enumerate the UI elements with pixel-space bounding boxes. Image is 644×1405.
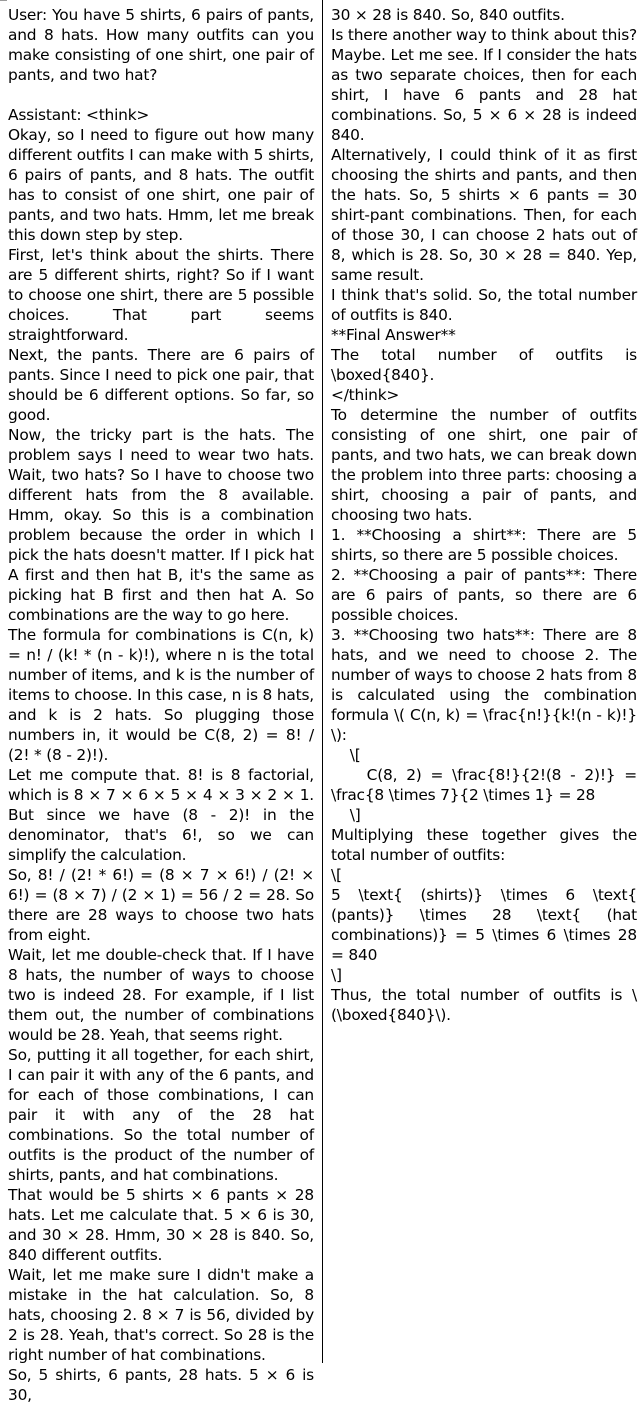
reasoning-paragraph: Wait, let me double-check that. If I have 8 hats, the number of ways to choose two is indeed 28. For example, if I list them out, the number of combinations would be 28. Yeah, that seems right. [8,946,319,1044]
reasoning-paragraph: Is there another way to think about this? Maybe. Let me see. If I consider the hats as two separate choices, then for each shirt, I have 6 pants and 28 hat combinations. So, 5 × 6 × 28 is indeed 840. [331,26,642,144]
reasoning-paragraph: Next, the pants. There are 6 pairs of pants. Since I need to pick one pair, that should be 6 different options. So far, so good. [8,346,319,424]
math-line: \] [331,966,342,984]
assistant-think-open: Assistant: <think> [8,106,150,124]
corner-mark [0,0,7,3]
reasoning-paragraph: So, 5 shirts, 6 pants, 28 hats. 5 × 6 is 30, [8,1366,319,1404]
answer-step: 3. **Choosing two hats**: There are 8 hats, and we need to choose 2. The number of ways to choose 2 hats from 8 is calculated using the combination formula \( C(n, k) = \frac{n!}{k!(n - k)!} \): [331,626,642,744]
reasoning-paragraph: First, let's think about the shirts. There are 5 different shirts, right? So if I want to choose one shirt, there are 5 possible choices. That part seems straightforward. [8,246,319,344]
math-line: C(8, 2) = \frac{8!}{2!(8 - 2)!} = \frac{8 \times 7}{2 \times 1} = 28 [331,766,642,804]
reasoning-paragraph: Wait, let me make sure I didn't make a mistake in the hat calculation. So, 8 hats, choosing 2. 8 × 7 is 56, divided by 2 is 28. Yeah, that's correct. So 28 is the right number of hat combinations. [8,1266,319,1364]
reasoning-paragraph: Okay, so I need to figure out how many different outfits I can make with 5 shirts, 6 pairs of pants, and 8 hats. The outfit has to consist of one shirt, one pair of pants, and two hats. Hmm, let me break this down step by step. [8,126,319,244]
math-line: \[ [331,746,361,764]
reasoning-paragraph: I think that's solid. So, the total number of outfits is 840. [331,286,642,324]
reasoning-paragraph: So, 8! / (2! * 6!) = (8 × 7 × 6!) / (2! × 6!) = (8 × 7) / (2 × 1) = 56 / 2 = 28. So there are 28 ways to choose two hats from eight. [8,866,319,944]
final-answer-text: The total number of outfits is \boxed{840}. [331,346,642,384]
answer-conclusion: Thus, the total number of outfits is \(\boxed{840}\). [331,986,637,1024]
assistant-think-close: </think> [331,386,400,404]
user-question: User: You have 5 shirts, 6 pairs of pants, and 8 hats. How many outfits can you make consisting of one shirt, one pair of pants, and two hat? [8,6,319,84]
column-divider [322,0,323,1363]
math-line: \[ [331,866,342,884]
left-column [8,0,319,1404]
reasoning-paragraph: That would be 5 shirts × 6 pants × 28 hats. Let me calculate that. 5 × 6 is 30, and 30 × 28. Hmm, 30 × 28 is 840. So, 840 different outfits. [8,1186,319,1264]
math-line: \] [331,806,361,824]
answer-paragraph: To determine the number of outfits consisting of one shirt, one pair of pants, and two hats, we can break down the problem into three parts: choosing a shirt, choosing a pair of pants, and choosing two hats. [331,406,642,524]
blank-line [8,85,314,105]
reasoning-paragraph: Now, the tricky part is the hats. The problem says I need to wear two hats. Wait, two hats? So I have to choose two different hats from the 8 available. Hmm, okay. So this is a combination problem because the order in which I pick the hats doesn't matter. If I pick hat A first and then hat B, it's the same as picking hat B first and then hat A. So combinations are the way to go here. [8,426,319,624]
right-column [331,0,642,1363]
reasoning-paragraph: 30 × 28 is 840. So, 840 outfits. [331,6,565,24]
math-line: 5 \text{ (shirts)} \times 6 \text{ (pants)} \times 28 \text{ (hat combinations)} = 5 \times 6 \times 28 = 840 [331,886,642,964]
reasoning-paragraph: So, putting it all together, for each shirt, I can pair it with any of the 6 pants, and for each of those combinations, I can pair it with any of the 28 hat combinations. So the total number of outfits is the product of the number of shirts, pants, and hat combinations. [8,1046,319,1184]
reasoning-paragraph: The formula for combinations is C(n, k) = n! / (k! * (n - k)!), where n is the total number of items, and k is the number of items to choose. In this case, n is 8 hats, and k is 2 hats. So plugging those numbers in, it would be C(8, 2) = 8! / (2! * (8 - 2)!). [8,626,319,764]
reasoning-paragraph: Alternatively, I could think of it as first choosing the shirts and pants, and then the hats. So, 5 shirts × 6 pants = 30 shirt-pant combinations. Then, for each of those 30, I can choose 2 hats out of 8, which is 28. So, 30 × 28 = 840. Yep, same result. [331,146,642,284]
answer-paragraph: Multiplying these together gives the total number of outfits: [331,826,642,864]
answer-step: 1. **Choosing a shirt**: There are 5 shirts, so there are 5 possible choices. [331,526,642,564]
reasoning-paragraph: Let me compute that. 8! is 8 factorial, which is 8 × 7 × 6 × 5 × 4 × 3 × 2 × 1. But since we have (8 - 2)! in the denominator, that's 6!, so we can simplify the calculation. [8,766,319,864]
final-answer-heading: **Final Answer** [331,326,456,344]
answer-step: 2. **Choosing a pair of pants**: There are 6 pairs of pants, so there are 6 possible choices. [331,566,642,624]
